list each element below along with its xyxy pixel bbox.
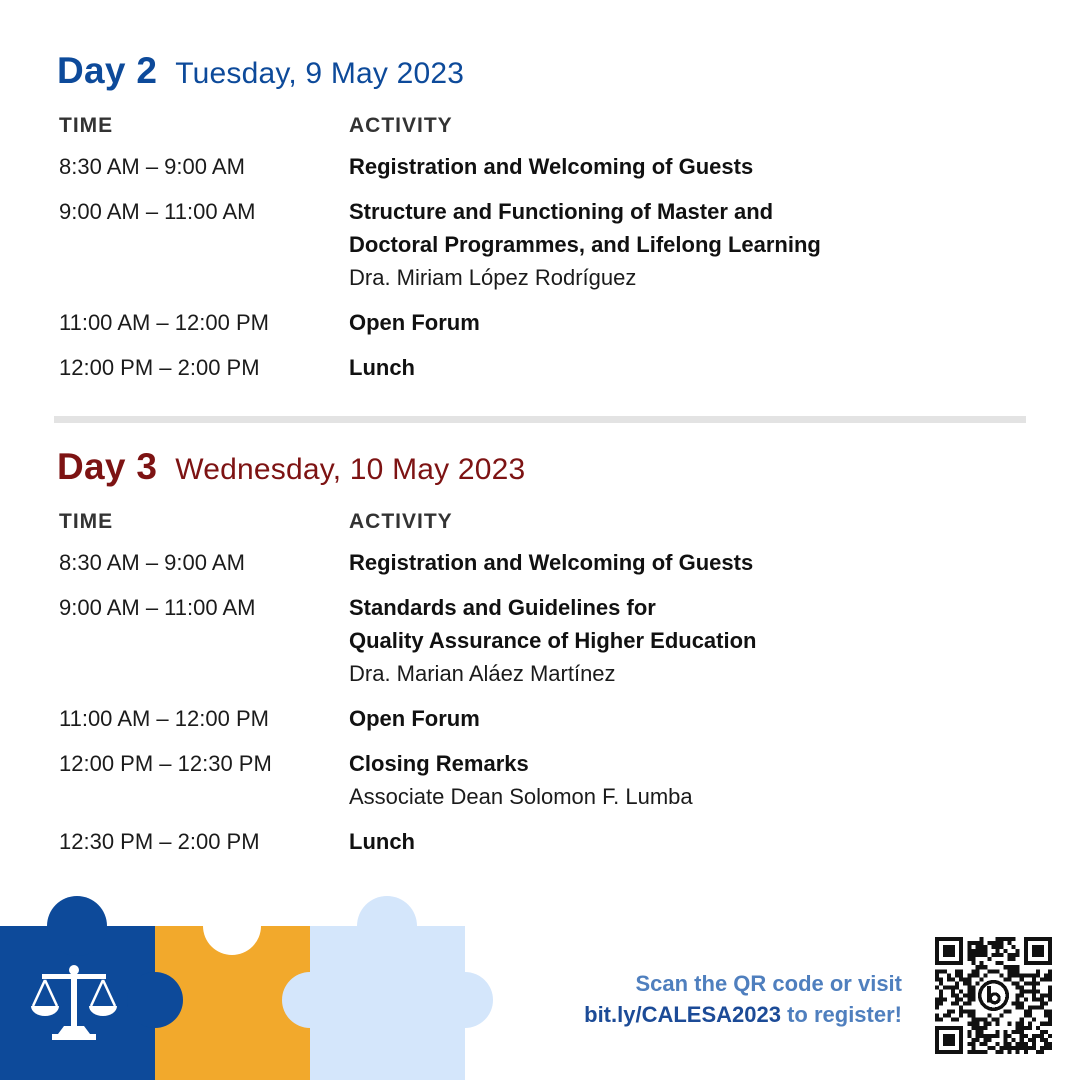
- cta-suffix: to register!: [780, 1002, 902, 1027]
- activity-title: Standards and Guidelines for Quality Assurance of Higher Education: [349, 595, 757, 653]
- row-time: 9:00 AM – 11:00 AM: [59, 199, 256, 224]
- time-column-header: TIME: [59, 114, 114, 137]
- schedule-row: [57, 195, 1027, 294]
- bitly-logo-icon: [977, 979, 1011, 1013]
- row-activity: [349, 591, 1027, 690]
- day-2-heading: [57, 50, 1027, 90]
- activity-title: Closing Remarks: [349, 751, 529, 776]
- row-time: 12:00 PM – 12:30 PM: [59, 751, 272, 776]
- cta-line-1: Scan the QR code or visit: [635, 971, 902, 996]
- row-time: 9:00 AM – 11:00 AM: [59, 595, 256, 620]
- activity-column-header: ACTIVITY: [349, 510, 453, 533]
- row-activity: [349, 150, 1027, 183]
- activity-title: Lunch: [349, 829, 415, 854]
- section-divider: [54, 416, 1026, 423]
- activity-title: Open Forum: [349, 310, 480, 335]
- schedule-row: [57, 546, 1027, 579]
- day-3-heading: [57, 446, 1027, 486]
- row-time: 12:00 PM – 2:00 PM: [59, 355, 260, 380]
- activity-title: Open Forum: [349, 706, 480, 731]
- time-column-header: TIME: [59, 510, 114, 533]
- register-call-to-action: [584, 968, 902, 1030]
- day-2-date: Tuesday, 9 May 2023: [175, 57, 465, 90]
- schedule-row: [57, 351, 1027, 384]
- row-activity: [349, 702, 1027, 735]
- row-activity: [349, 351, 1027, 384]
- row-time: 12:30 PM – 2:00 PM: [59, 829, 260, 854]
- activity-title: Structure and Functioning of Master and Doctoral Programmes, and Lifelong Learning: [349, 199, 821, 257]
- row-time: 11:00 AM – 12:00 PM: [59, 706, 269, 731]
- day-2-schedule: [57, 150, 1027, 384]
- day-3-label: Day 3: [57, 446, 158, 487]
- schedule-row: [57, 825, 1027, 858]
- day-2-section: [57, 50, 1027, 396]
- activity-speaker: Dra. Marian Aláez Martínez: [349, 661, 616, 686]
- puzzle-piece-light-blue: [282, 896, 493, 1080]
- row-activity: [349, 747, 1027, 813]
- activity-title: Lunch: [349, 355, 415, 380]
- row-activity: [349, 306, 1027, 339]
- schedule-row: [57, 306, 1027, 339]
- qr-code-icon[interactable]: [935, 937, 1052, 1054]
- row-activity: [349, 195, 1027, 294]
- row-activity: [349, 546, 1027, 579]
- row-time: 8:30 AM – 9:00 AM: [59, 550, 245, 575]
- row-time: 11:00 AM – 12:00 PM: [59, 310, 269, 335]
- schedule-row: [57, 747, 1027, 813]
- schedule-row: [57, 591, 1027, 690]
- row-time: 8:30 AM – 9:00 AM: [59, 154, 245, 179]
- cta-line-2: [584, 999, 902, 1030]
- day-3-column-headers: [57, 510, 1027, 534]
- row-activity: [349, 825, 1027, 858]
- schedule-row: [57, 150, 1027, 183]
- activity-column-header: ACTIVITY: [349, 114, 453, 137]
- day-3-schedule: [57, 546, 1027, 858]
- day-3-date: Wednesday, 10 May 2023: [175, 453, 526, 486]
- activity-speaker: Dra. Miriam López Rodríguez: [349, 265, 637, 290]
- schedule-row: [57, 702, 1027, 735]
- day-2-column-headers: [57, 114, 1027, 138]
- puzzle-decoration: [0, 870, 500, 1080]
- day-3-section: [57, 446, 1027, 870]
- activity-title: Registration and Welcoming of Guests: [349, 550, 754, 575]
- registration-link[interactable]: bit.ly/CALESA2023: [584, 1002, 781, 1027]
- day-2-label: Day 2: [57, 50, 158, 91]
- activity-speaker: Associate Dean Solomon F. Lumba: [349, 784, 693, 809]
- activity-title: Registration and Welcoming of Guests: [349, 154, 754, 179]
